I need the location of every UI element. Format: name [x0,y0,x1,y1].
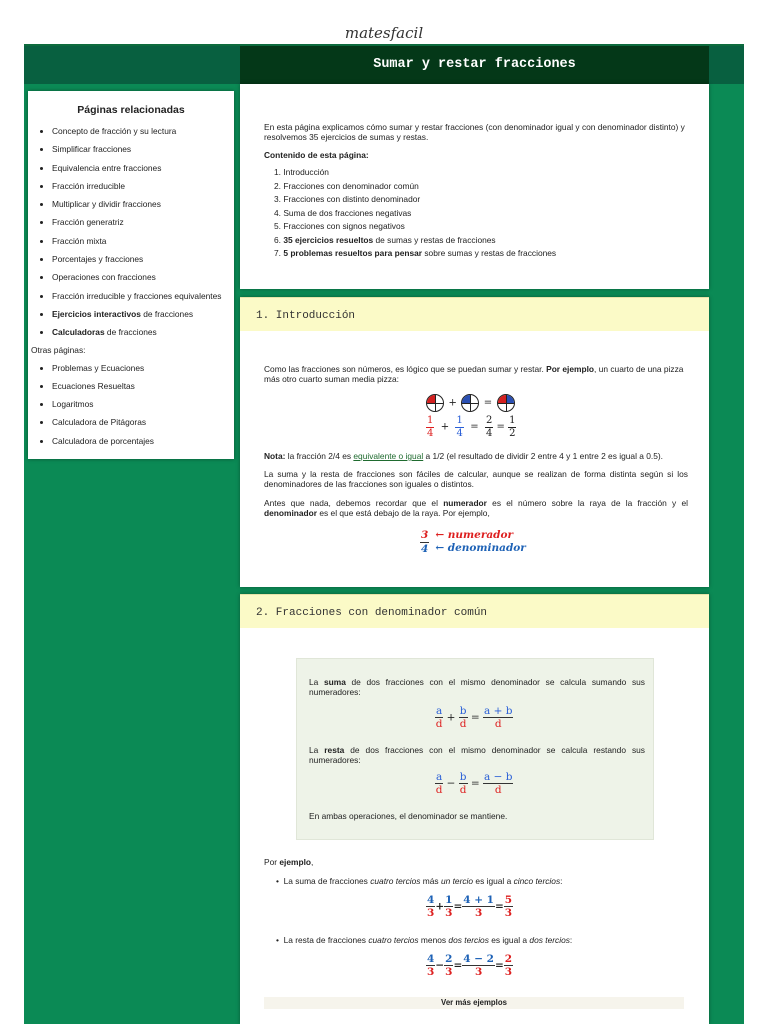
site-logo[interactable]: matesfacil [344,24,424,42]
sidebar-item[interactable]: • Fracción irreducible [52,177,234,195]
intro-panel [240,84,709,289]
sidebar-item[interactable]: • Concepto de fracción y su lectura [52,122,234,140]
sidebar-other-item[interactable]: • Calculadora de Pitágoras [52,413,234,431]
section-heading: 1. Introducción [240,297,709,331]
contents-title: Contenido de esta página: [264,150,369,160]
sum-formula: $\frac{a}{d}$ + $\frac{b}{d}$ = $\frac{a + b}{d}$ [435,705,513,731]
top-bar [0,0,768,45]
sidebar-title: Páginas relacionadas [77,104,185,116]
section-introduction [240,297,709,587]
toc-item[interactable]: 3. Fracciones con distinto denominador [274,194,421,204]
pizza-quarter-red-icon [426,394,444,412]
intro-paragraph: Como las fracciones son números, es lógico que se puedan sumar y restar. Por ejemplo, un cuarto de una pizza más otro cuarto suman media pizza: [264,364,684,384]
sidebar-other-item[interactable]: • Ecuaciones Resueltas [52,377,234,395]
rule-box [296,658,654,840]
sub-rule: La resta de dos fracciones con el mismo denominador se calcula restando sus numeradores: [309,745,645,765]
toc-item[interactable]: 1. Introducción [274,167,329,177]
sidebar-other-item[interactable]: • Calculadora de porcentajes [52,432,234,450]
sidebar-item[interactable]: • Multiplicar y dividir fracciones [52,195,234,213]
denominator-label: ← denominador [435,542,526,554]
pizza-fraction-equation: $\frac{1}{4}$ + $\frac{1}{4}$ = $\frac{2}{4}$ = $\frac{1}{2}$ [427,415,516,439]
related-list [28,122,234,342]
toc-item[interactable]: 4. Suma de dos fracciones negativas [274,207,412,218]
sidebar-other-item[interactable]: • Problemas y Ecuaciones [52,359,234,377]
por-ejemplo: Por ejemplo, [264,857,314,867]
sidebar-item-calculators[interactable]: • Calculadoras de fracciones [52,323,234,341]
related-pages-sidebar [28,91,234,459]
toc-item[interactable]: 2. Fracciones con denominador común [274,180,419,191]
other-pages-label: Otras páginas: [31,344,86,355]
sidebar-item[interactable]: • Simplificar fracciones [52,140,234,158]
example-1-formula: $\frac{4}{3}$ + $\frac{1}{3}$ = $\frac{4 + 1}{3}$ = $\frac{5}{3}$ [427,894,513,920]
numerator-label: ← numerador [435,529,514,541]
equivalent-link[interactable]: equivalente o igual [353,451,424,461]
intro-text: En esta página explicamos cómo sumar y restar fracciones (con denominador igual y con denominador distinto) y resolvemos 35 ejercicios de sumas y restas. [264,122,685,142]
note-paragraph: Nota: la fracción 2/4 es equivalente o igual a 1/2 (el resultado de dividir 2 entre 4 y 1 entre 2 es igual a 0.5). [264,451,663,461]
pizza-half-icon [497,394,515,412]
sidebar-item[interactable]: • Fracción irreducible y fracciones equivalentes [52,287,234,305]
paragraph-2: La suma y la resta de fracciones son fáciles de calcular, aunque se realizan de forma distinta según si los denominadores de las fracciones son iguales o distintos. [264,469,688,489]
sub-formula: $\frac{a}{d}$ − $\frac{b}{d}$ = $\frac{a - b}{d}$ [435,771,513,797]
sidebar-item[interactable]: • Porcentajes y fracciones [52,250,234,268]
toc-item[interactable]: 6. 35 ejercicios resueltos de sumas y restas de fracciones [274,234,496,245]
paragraph-3: Antes que nada, debemos recordar que el numerador es el número sobre la raya de la fracción y el denominador es el que está debajo de la raya. Por ejemplo, [264,498,689,518]
sidebar-item[interactable]: • Fracción generatriz [52,213,234,231]
example-1-text: • La suma de fracciones cuatro tercios más un tercio es igual a cinco tercios: [276,876,563,886]
section-heading: 2. Fracciones con denominador común [240,594,709,628]
sidebar-item[interactable]: • Operaciones con fracciones [52,268,234,286]
other-pages-list [28,359,234,450]
denominator-note: En ambas operaciones, el denominador se mantiene. [309,811,508,821]
pizza-quarter-blue-icon [461,394,479,412]
numerator-denominator-example: $\frac{3}{4}$ ← numerador ← denominador [421,529,526,555]
pizza-illustration: + = [426,394,526,414]
sidebar-item[interactable]: • Fracción mixta [52,232,234,250]
sidebar-item-interactive-exercises[interactable]: • Ejercicios interactivos de fracciones [52,305,234,323]
sidebar-item[interactable]: • Equivalencia entre fracciones [52,159,234,177]
table-of-contents [274,166,694,261]
sum-rule: La suma de dos fracciones con el mismo denominador se calcula sumando sus numeradores: [309,677,645,697]
example-2-formula: $\frac{4}{3}$ − $\frac{2}{3}$ = $\frac{4 - 2}{3}$ = $\frac{2}{3}$ [427,953,513,979]
toc-item[interactable]: 7. 5 problemas resueltos para pensar sobre sumas y restas de fracciones [274,248,557,258]
section-common-denominator [240,594,709,1024]
toc-item[interactable]: 5. Fracciones con signos negativos [274,221,405,231]
see-more-examples-button[interactable]: Ver más ejemplos [264,997,684,1009]
page-title: Sumar y restar fracciones [240,46,709,84]
example-2-text: • La resta de fracciones cuatro tercios menos dos tercios es igual a dos tercios: [276,935,573,945]
sidebar-other-item[interactable]: • Logaritmos [52,395,234,413]
